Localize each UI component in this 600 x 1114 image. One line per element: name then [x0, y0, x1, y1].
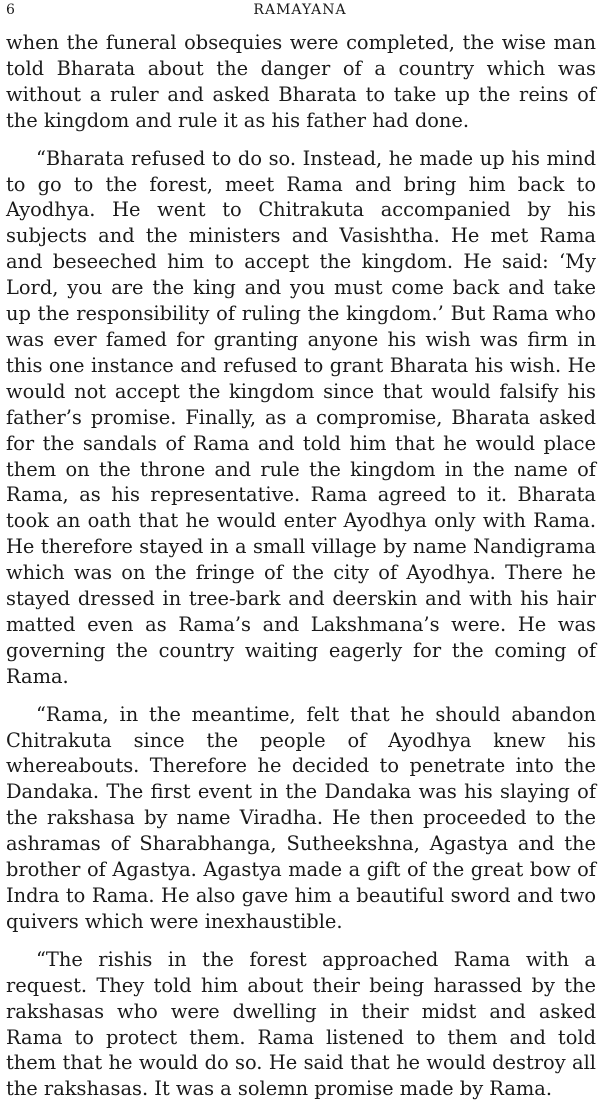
running-head: RAMAYANA — [253, 2, 347, 18]
paragraph-3: “Rama, in the meantime, felt that he should abandon Chitrakuta since the people of Ayodhya knew his whereabouts. Therefore he decided to penetrate into the Dandaka. The first event in the Dandaka was his slaying of the rakshasa by name Viradha. He then proceeded to the ashramas of Sharabhanga, Sutheekshna, Agastya and the brother of Agastya. Agastya made a gift of the great bow of Indra to Rama. He also gave him a beautiful sword and two quivers which were inexhaustible. — [6, 702, 596, 933]
page-number: 6 — [6, 2, 15, 18]
paragraph-1: when the funeral obsequies were completed, the wise man told Bharata about the danger of a country which was without a ruler and asked Bharata to take up the reins of the kingdom and rule it as his father had done. — [6, 31, 596, 132]
page-header — [0, 2, 600, 22]
body-text — [6, 30, 596, 1114]
paragraph-4: “The rishis in the forest approached Rama with a request. They told him about their being harassed by the rakshasas who were dwelling in their midst and asked Rama to protect them. Rama listened to them and told them that he would do so. He said that he would destroy all the rakshasas. It was a solemn promise made by Rama. — [6, 947, 596, 1101]
paragraph-2: “Bharata refused to do so. Instead, he made up his mind to go to the forest, meet Rama and bring him back to Ayodhya. He went to Chitrakuta accompanied by his subjects and the ministers and Vasishtha. He met Rama and beseeched him to accept the kingdom. He said: ‘My Lord, you are the king and you must come back and take up the responsibility of ruling the kingdom.’ But Rama who was ever famed for granting anyone his wish was firm in this one instance and refused to grant Bharata his wish. He would not accept the kingdom since that would falsify his father’s promise. Finally, as a compromise, Bharata asked for the sandals of Rama and told him that he would place them on the throne and rule the kingdom in the name of Rama, as his representative. Rama agreed to it. Bharata took an oath that he would enter Ayodhya only with Rama. He therefore stayed in a small village by name Nandigrama which was on the fringe of the city of Ayodhya. There he stayed dressed in tree-bark and deerskin and with his hair matted even as Rama’s and Lakshmana’s were. He was governing the country waiting eagerly for the coming of Rama. — [6, 146, 596, 688]
